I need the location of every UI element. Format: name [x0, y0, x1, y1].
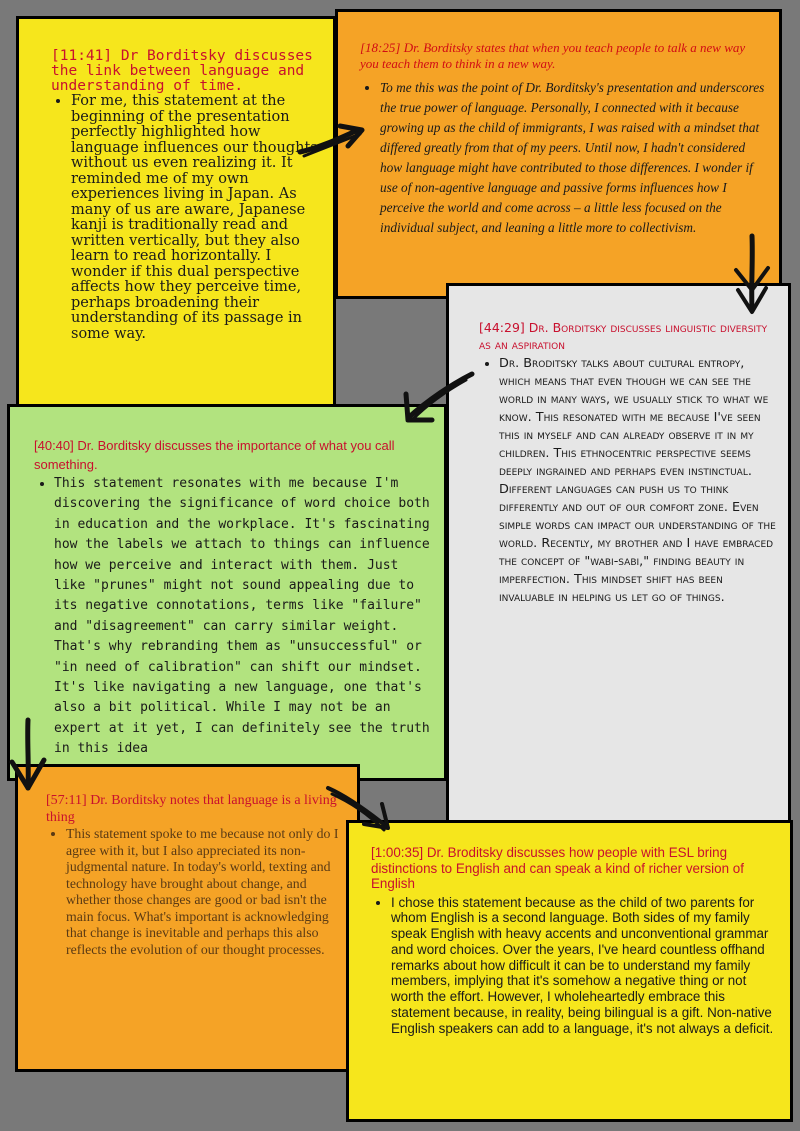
arrow-right-icon [296, 118, 370, 162]
card-heading: [11:41] Dr Borditsky discusses the link between language and understanding of time. [51, 48, 313, 94]
arrow-down-icon [6, 716, 50, 796]
card-body: • For me, this statement at the beginning of the presentation perfectly highlighted how language influences our thoughts without us even realizing it. It reminded me of my own experiences living in Japan. As many of us are aware, Japanese kanji is traditionally read and written vertically, but they also learn to read horizontally. I wonder if this dual perspective affects how they perceive time, perhaps broadening their understanding of its passage in some way. [71, 94, 319, 342]
note-card-esl [346, 820, 793, 1122]
note-card-naming [7, 404, 447, 781]
note-card-new-way [335, 9, 782, 299]
arrow-down-right-icon [322, 780, 396, 836]
card-heading: [44:29] Dr. Borditsky discusses linguistic diversity as an aspiration [479, 320, 768, 352]
note-card-diversity [446, 283, 791, 825]
card-list [371, 895, 776, 1037]
note-card-living-language [15, 764, 360, 1072]
note-card-time [16, 16, 336, 408]
card-list [360, 78, 765, 238]
card-heading: [57:11] Dr. Borditsky notes that language is a living thing [46, 793, 337, 825]
card-list [479, 355, 778, 607]
card-body: • This statement resonates with me because I'm discovering the significance of word choice both in education and the workplace. It's fascinating how the labels we attach to things can influence how we perceive and interact with them. Just like "prunes" might not sound appealing due to its negative connotations, terms like "failure" and "disagreement" can carry similar weight. That's why rebranding them as "unsuccessful" or "in need of calibration" can shift our mindset. It's like navigating a new language, one that's also a bit political. While I may not be an expert at it yet, I can definitely see the truth in this idea [54, 474, 432, 760]
card-list [46, 826, 343, 958]
card-body: • Dr. Broditsky talks about cultural entropy, which means that even though we can see the world in many ways, we usually stick to what we know. This resonated with me because I've seen this in myself and can already observe it in my children. This ethnocentric perspective seems deeply ingrained and perhaps even instinctual. Different languages can push us to think differently and out of our comfort zone. Even simple words can impact our understanding of the world. Recently, my brother and I have embraced the concept of "wabi-sabi," finding beauty in imperfection. This mindset shift has been invaluable in helping us let go of things. [499, 355, 778, 607]
card-heading: [40:40] Dr. Borditsky discusses the importance of what you call something. [34, 438, 395, 472]
card-list [34, 474, 432, 760]
card-list [51, 94, 319, 342]
arrow-down-icon [732, 232, 772, 318]
card-heading: [1:00:35] Dr. Broditsky discusses how people with ESL bring distinctions to English and can speak a kind of richer version of English [371, 845, 744, 891]
card-body: • I chose this statement because as the child of two parents for whom English is a second language. Both sides of my family speak English with heavy accents and unconventional grammar and word choices. Over the years, I've heard countless offhand remarks about how difficult it can be to understand my family members, implying that it's somehow a negative thing or not worth the effort. However, I wholeheartedly embrace this statement because, in reality, being bilingual is a gift. Non-native English speakers can add to a language, it's not always a deficit. [391, 895, 776, 1037]
arrow-down-left-icon [398, 368, 478, 428]
card-body: • This statement spoke to me because not only do I agree with it, but I also appreciated its non-judgmental nature. In today's world, texting and technology have brought about change, and whether those changes are good or bad isn't the main focus. What's important is acknowledging that change is inevitable and perhaps this also reflects the evolution of our thought processes. [66, 826, 343, 958]
card-heading: [18:25] Dr. Borditsky states that when you teach people to talk a new way you teach them to think in a new way. [360, 40, 746, 71]
card-body: • To me this was the point of Dr. Borditsky's presentation and underscores the true power of language. Personally, I connected with it because growing up as the child of immigrants, I was raised with a mindset that differed greatly from that of my peers. Until now, I hadn't considered how language might have contributed to those differences. I wonder if use of non-agentive language and passive forms influences how I perceive the world and come across – a little less focused on the individual subject, and leaning a little more to collectivism. [380, 78, 765, 238]
